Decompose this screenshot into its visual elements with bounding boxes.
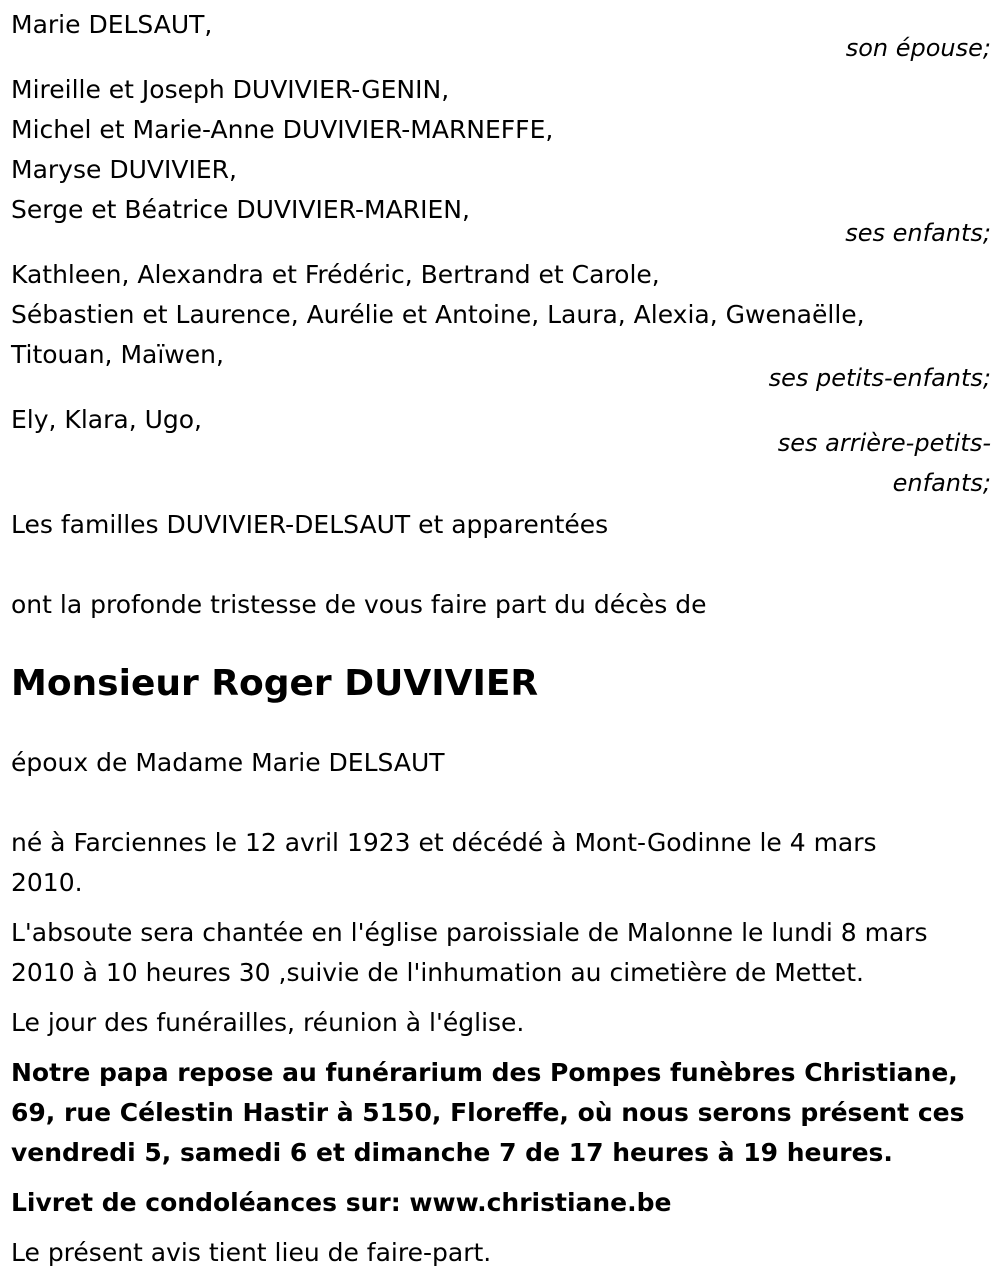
great-grandchildren-role: ses arrière-petits- <box>777 429 991 457</box>
child-name: Maryse DUVIVIER, <box>11 155 237 184</box>
funerarium-line: Notre papa repose au funérarium des Pompes funèbres Christiane, <box>11 1058 958 1087</box>
spouse-name: Marie DELSAUT, <box>11 10 213 39</box>
condolences-paragraph <box>11 1183 991 1223</box>
absoute-line: 2010 à 10 heures 30 ,suivie de l'inhumation au cimetière de Mettet. <box>11 958 864 987</box>
children-role: ses enfants; <box>845 219 991 247</box>
child-name: Michel et Marie-Anne DUVIVIER-MARNEFFE, <box>11 115 554 144</box>
families-line: Les familles DUVIVIER-DELSAUT et apparentées <box>11 510 609 539</box>
great-grandchildren-names: Ely, Klara, Ugo, <box>11 405 202 434</box>
child-name: Serge et Béatrice DUVIVIER-MARIEN, <box>11 195 470 224</box>
condolences-line: Livret de condoléances sur: www.christiane.be <box>11 1188 672 1217</box>
absoute-line: L'absoute sera chantée en l'église paroissiale de Malonne le lundi 8 mars <box>11 918 928 947</box>
children-group <box>11 70 991 253</box>
notice-paragraph <box>11 1233 991 1273</box>
announcement-line: ont la profonde tristesse de vous faire part du décès de <box>11 590 707 619</box>
spacer <box>11 783 991 823</box>
absoute-paragraph <box>11 913 991 993</box>
spouse-group <box>11 5 991 68</box>
birth-death-line: né à Farciennes le 12 avril 1923 et décédé à Mont-Godinne le 4 mars <box>11 828 877 857</box>
grandchildren-role: ses petits-enfants; <box>768 364 991 392</box>
spouse-role: son épouse; <box>845 34 991 62</box>
funerarium-line: vendredi 5, samedi 6 et dimanche 7 de 17 heures à 19 heures. <box>11 1138 893 1167</box>
grandchildren-names: Sébastien et Laurence, Aurélie et Antoine, Laura, Alexia, Gwenaëlle, <box>11 300 865 329</box>
grandchildren-group <box>11 255 991 398</box>
deceased-name: Monsieur Roger DUVIVIER <box>11 663 539 704</box>
birth-death-paragraph <box>11 823 991 903</box>
funeral-meeting-paragraph <box>11 1003 991 1043</box>
spouse-line: époux de Madame Marie DELSAUT <box>11 748 445 777</box>
great-grandchildren-group <box>11 400 991 503</box>
funeral-meeting-line: Le jour des funérailles, réunion à l'église. <box>11 1008 525 1037</box>
spacer <box>11 545 991 585</box>
notice-line: Le présent avis tient lieu de faire-part. <box>11 1238 492 1267</box>
obituary-notice <box>11 5 991 1283</box>
great-grandchildren-role-cont: enfants; <box>892 469 991 497</box>
grandchildren-names: Kathleen, Alexandra et Frédéric, Bertrand et Carole, <box>11 260 660 289</box>
child-name: Mireille et Joseph DUVIVIER-GENIN, <box>11 75 450 104</box>
birth-death-line: 2010. <box>11 868 83 897</box>
funerarium-paragraph <box>11 1053 991 1173</box>
grandchildren-names: Titouan, Maïwen, <box>11 340 224 369</box>
funerarium-line: 69, rue Célestin Hastir à 5150, Floreffe, où nous serons présent ces <box>11 1098 965 1127</box>
